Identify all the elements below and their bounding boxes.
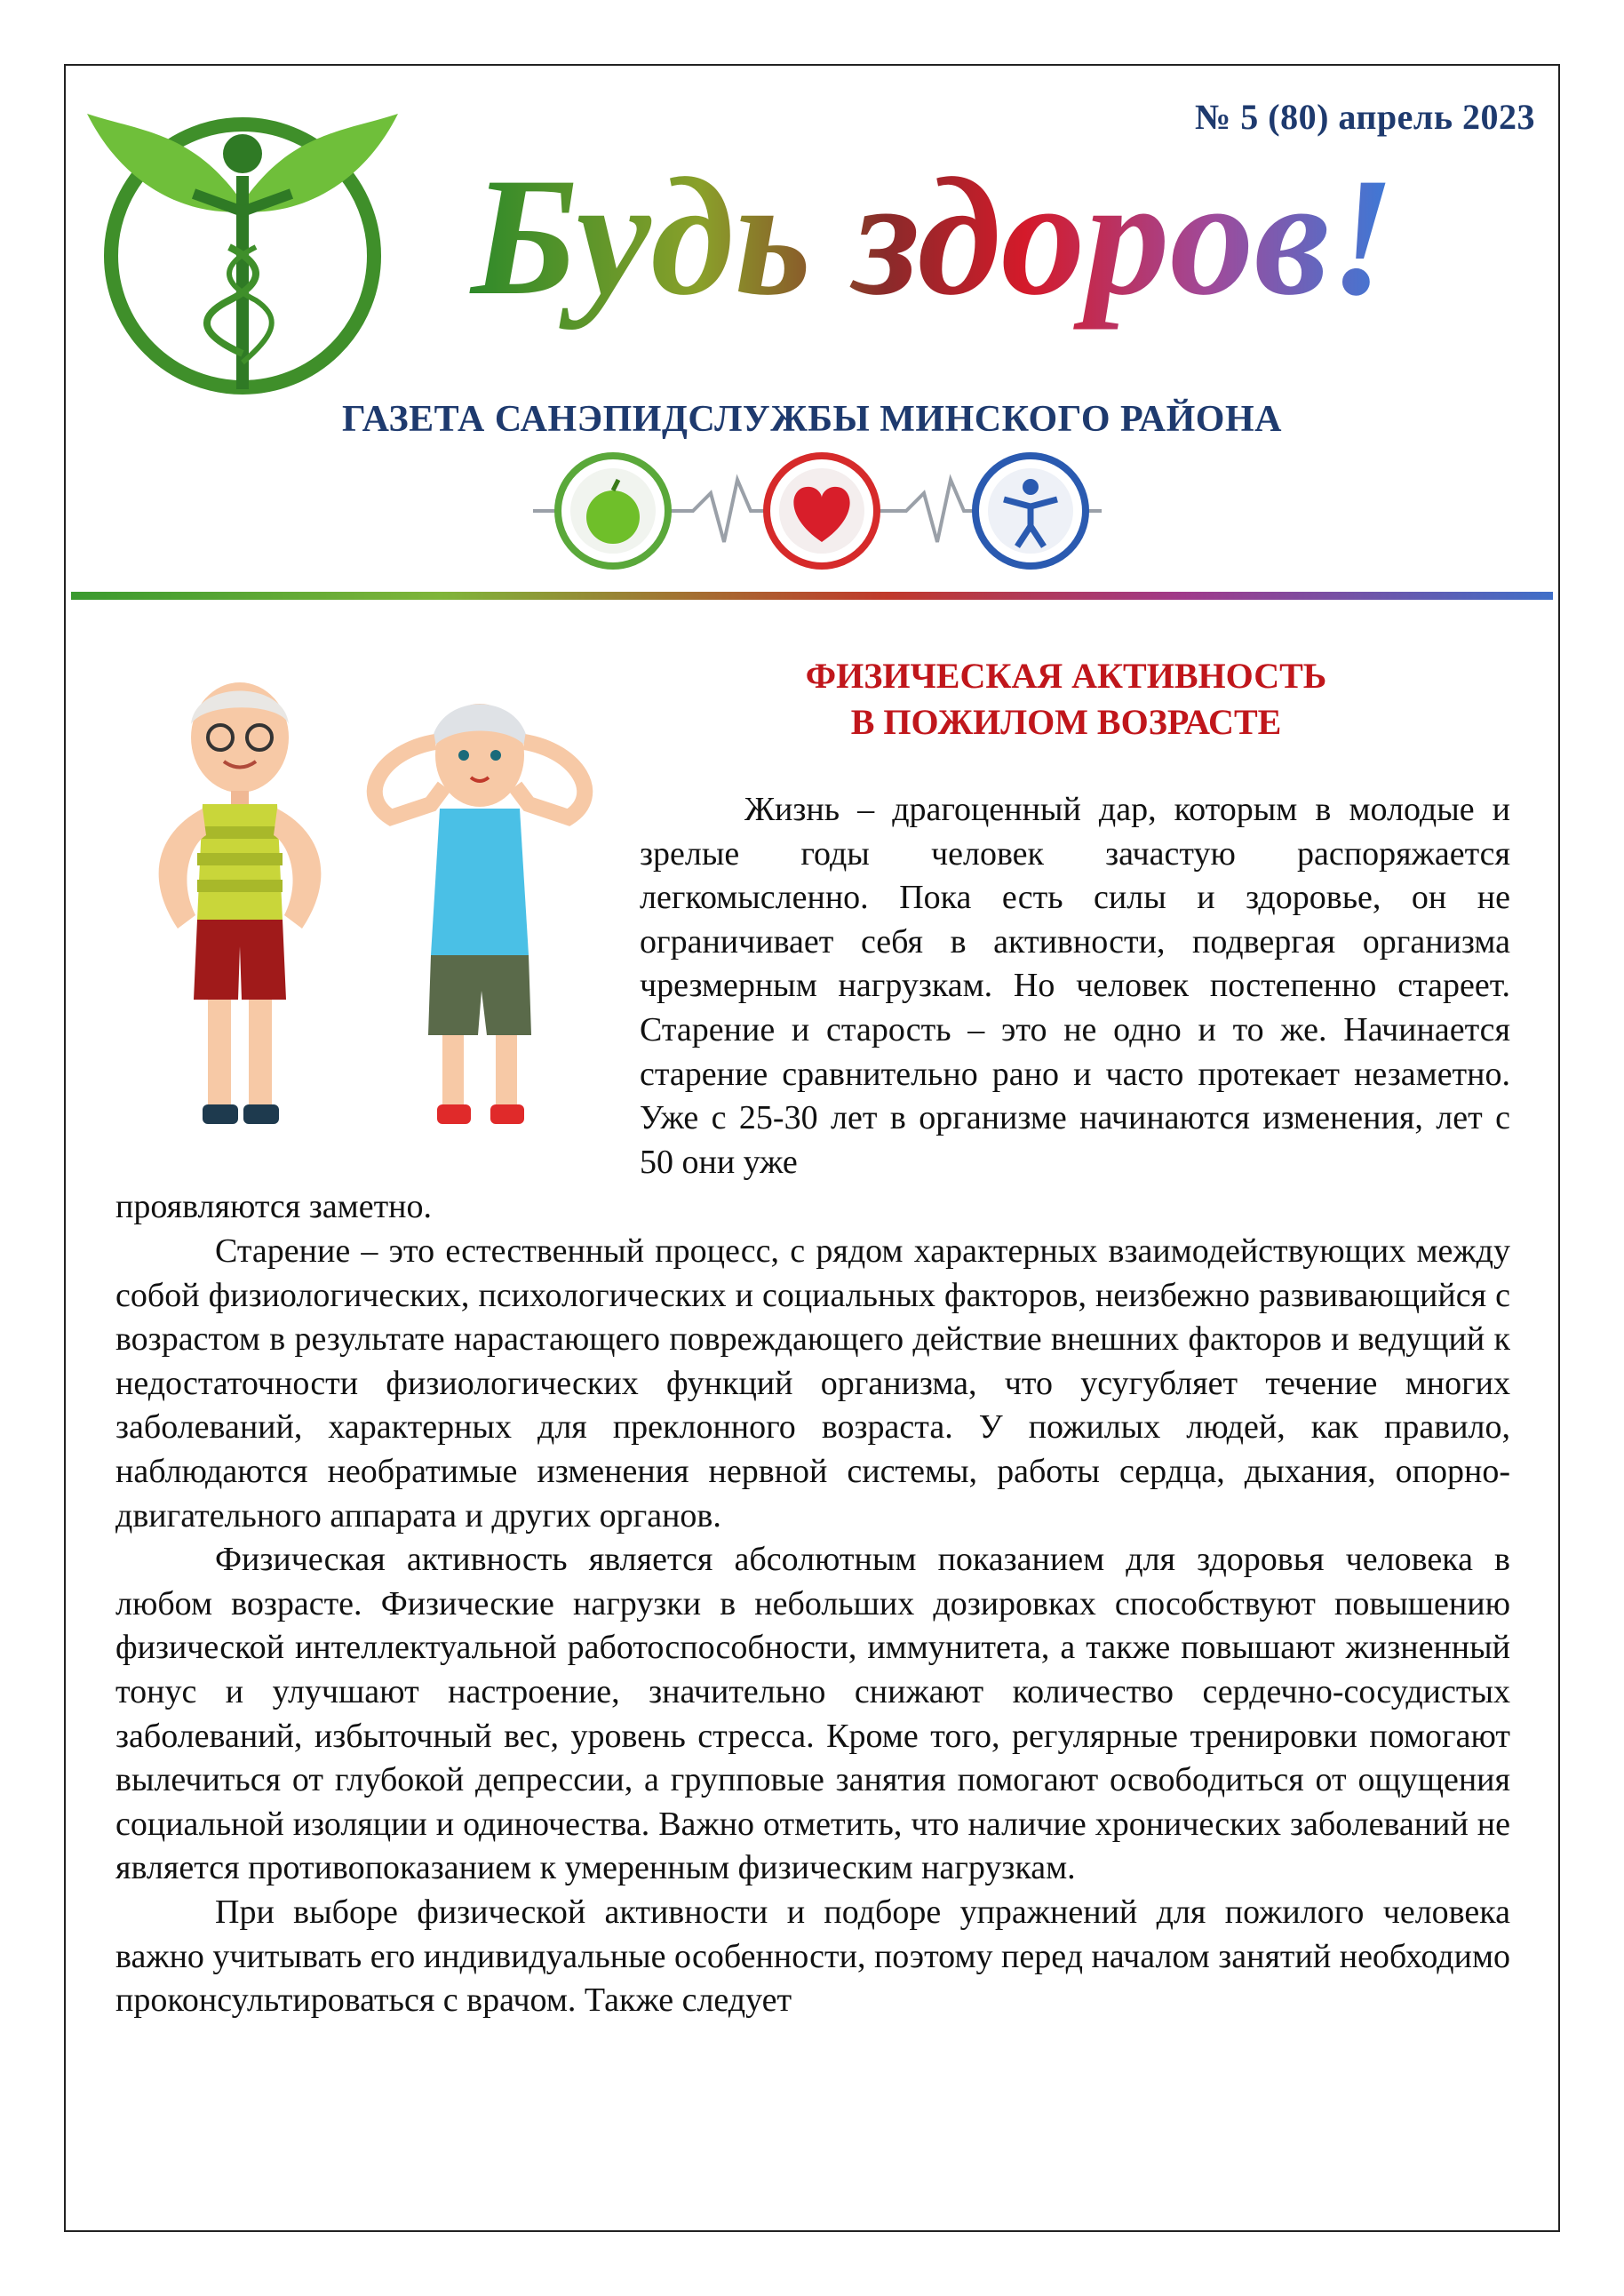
headline-line-2: В ПОЖИЛОМ ВОЗРАСТЕ <box>850 702 1282 742</box>
paragraph-3: Физическая активность является абсолютным показанием для здоровья человека в любом возрасте. Физические нагрузки в небольших дозировках способствуют повышению физической интеллектуальной работоспособности, иммунитета, а также повышают жизненный тонус и улучшают настроение, значительно снижают количество сердечно-сосудистых заболеваний, избыточный вес, уровень стресса. Кроме того, регулярные тренировки помогают вылечиться от глубокой депрессии, а групповые занятия помогают освободиться от ощущения социальной изоляции и одиночества. Важно отметить, что наличие хронических заболеваний не является противопоказанием к умеренным физическим нагрузкам. <box>115 1541 1510 1887</box>
apple-icon <box>558 456 668 566</box>
headline-line-1: ФИЗИЧЕСКАЯ АКТИВНОСТЬ <box>805 656 1327 696</box>
header-divider <box>71 592 1553 600</box>
elderly-man-figure <box>159 682 322 1124</box>
newspaper-title <box>453 133 1519 338</box>
health-badges <box>533 444 1102 578</box>
issue-number: № 5 (80) апрель 2023 <box>1195 97 1535 137</box>
newspaper-subtitle: ГАЗЕТА САНЭПИДСЛУЖБЫ МИНСКОГО РАЙОНА <box>342 399 1282 440</box>
elderly-couple-illustration <box>124 662 622 1160</box>
paragraph-2: Старение – это естественный процесс, с рядом характерных взаимодействующих между собой физиологических, психологических и социальных факторов, неизбежно развивающийся с возрастом в результате нарастающего повреждающего действие внешних факторов и ведущий к недостаточности физиологических функций организма, что усугубляет течение многих заболеваний, характерных для преклонного возраста. У пожилых людей, как правило, наблюдаются необратимые изменения нервной системы, работы сердца, дыхания, опорно-двигательного аппарата и других органов. <box>115 1232 1510 1535</box>
elderly-woman-figure <box>375 704 585 1124</box>
title-text: Будь здоров! <box>471 144 1396 331</box>
article-headline <box>640 653 1493 745</box>
logo <box>87 96 407 407</box>
paragraph-4: При выборе физической активности и подборе упражнений для пожилого человека важно учитывать его индивидуальные особенности, поэтому перед началом занятий необходимо проконсультироваться с врачом. Также следует <box>115 1893 1510 2020</box>
article-body <box>115 1230 1510 2023</box>
paragraph-1-tail: проявляются заметно. <box>115 1188 433 1225</box>
person-icon <box>975 456 1086 566</box>
paragraph-1: Жизнь – драгоценный дар, которым в молодые и зрелые годы человек зачастую распоряжается легкомысленно. Пока есть силы и здоровье, он не ограничивает себя в активности, подвергая организма чрезмерным нагрузкам. Но человек постепенно стареет. Старение и старость – это не одно и то же. Начинается старение сравнительно рано и часто протекает незаметно. Уже с 25-30 лет в организме начинаются изменения, лет с 50 они уже <box>640 791 1510 1181</box>
heart-icon <box>767 456 877 566</box>
